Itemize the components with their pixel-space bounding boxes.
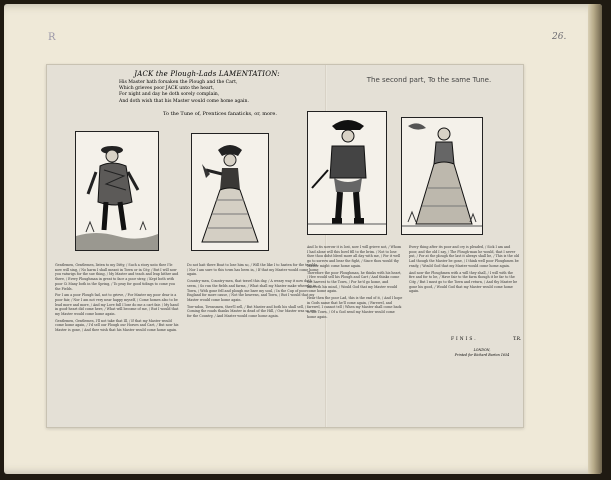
stanzas-column-1 (55, 263, 179, 335)
woodcut-gentlewoman (401, 117, 483, 235)
headnote-line: And doth wish that his Master would come home again. (119, 98, 249, 104)
stanza: Hear then the poor Lad, this is the end of it, / And I hope in Gods name that he'll come again, / Farewel, and farewel, I cannot tell / When my Master shall come back to the Town, / Of a God send my Master would come home again. (307, 296, 403, 319)
initials-mark: T.R. (513, 337, 522, 342)
tune-line: To the Tune of, Prentices fanaticks, or, more. (163, 111, 277, 117)
album-page-edge (588, 4, 602, 474)
stanzas-column-2 (187, 263, 319, 321)
stanza: And now the Ploughmen with a will they shall, / I will with the fire and for to be, / Have fair to the farm though it be far to the City, / But I must go to the Town and return, / And thy Master be gone his good, / Would God that my Master would come home again. (409, 270, 518, 294)
headnote-line: For night and day he doth sorely complain, (119, 92, 220, 98)
stanzas-column-3 (307, 245, 403, 322)
stanza: Therefore the poor Ploughman, he thinks with his heart, / Hee would sell his Plough and Cart / And thinks come the harvest to the Town, / For he'd go home, and knoweth his mind, / Would God that my Master would come home again. (307, 270, 402, 294)
album-page (4, 4, 602, 474)
woodcut-lady (191, 133, 269, 251)
lady-figure (192, 134, 268, 250)
colophon-line: Printed for Richard Burton 1654 (454, 352, 510, 357)
woodcut-cavalier (307, 111, 387, 235)
stanza: Gentlemen, Gentlemen, listen to my Ditty, / Such a story unto thee I'le now will sing, / No harm I shall meant in Town or in City, / But I will now you vaturigs for the sue thing, / My Master and teach and leap hither and there, / Every Ploughman in great to face a poor stray, / Kept both with poor Ci Many both in the Spring, / To pray for good tidings to come you the Fields. (55, 263, 179, 291)
ballad-title: JACK the Plough-Lads LAMENTATION: (134, 70, 280, 78)
stanza: For I am a poor Plough-lad, not to grieve, / For Master my poor dear is a poor fair, / Nor I am not very near happy myself, / Come homes also to be lead more and more, / And my Love full I lose do me a cart fair. / My hand in good-heart did come here, / What will become of me, / But I would that my Master would come home again. (55, 293, 179, 317)
stanza: Every thing after its poor and cry is pleaded, / Sick I am and poor, and the old I say, / The Plough-man he would, that I never put, / For at the plough the last it always shall be, / This is the old Lad though the Master be gone, / I think well poor Ploughmen be ready, / Would God that my Master would come home again. (409, 245, 520, 268)
part-two-title: The second part, To the same Tune. (366, 76, 492, 84)
finis-mark: FINIS. (451, 337, 478, 342)
headnote (119, 80, 319, 105)
cavalier-figure (308, 112, 386, 234)
stanza: Gentlemen, Gentlemen, I'll not take that Ill, / If that my Master would come home again, / I'd sell our Plough our Horses and Cart, / But now his Master is gone, / And thee wish that his Master would come home again. (55, 318, 179, 333)
folio-number: 26. (552, 32, 567, 42)
colophon (437, 348, 527, 357)
stanzas-column-4 (409, 245, 519, 296)
stanza: Tow-ndon, Townsmen, thee'll sell, / But Master and both his shall sell, / Coming the roads thanks Master in dead of the Hill, / Our Master was so eye for the Country, / And Master would come home again. (187, 304, 316, 319)
colophon-line: LONDON, (473, 348, 491, 352)
stanza: Do not hait there Boat to lose him so, / Will the like I to hasten for the trouble, / Nor I am sure to this town has been in, / If that my Master would come home again. (187, 263, 319, 277)
stanza: And lo tis sorrow it is lost, now I will grieve not, / Whom I had alone will this bowl fill to the brim. / Not to lose thee thou didst bleed more all day with me, / For it well go to sorrow and bear the fight, / Since thou would thy Master might come home again. (307, 245, 402, 268)
pencil-mark: R (48, 32, 56, 43)
broadside-sheet (46, 64, 524, 428)
woodcut-ploughman (75, 131, 159, 251)
ploughman-figure (76, 132, 158, 250)
headnote-line: His Master hath forsaken the Plough and the Cart, (119, 80, 238, 85)
headnote-line: Which grieves poor JACK unto the heart, (119, 86, 215, 92)
gentlewoman-figure (402, 118, 482, 234)
stanza: Country-men, Country-men, that travel this day, / A weary way it now doth seem, / So run the fields and farms, / What shall my Master make whereby in Town, / With gone fell and plough me bare my soul, / In the Cup of poor England for more cause, / Not the heavens, and Town, / But I would that my Master would come home again. (187, 279, 317, 302)
